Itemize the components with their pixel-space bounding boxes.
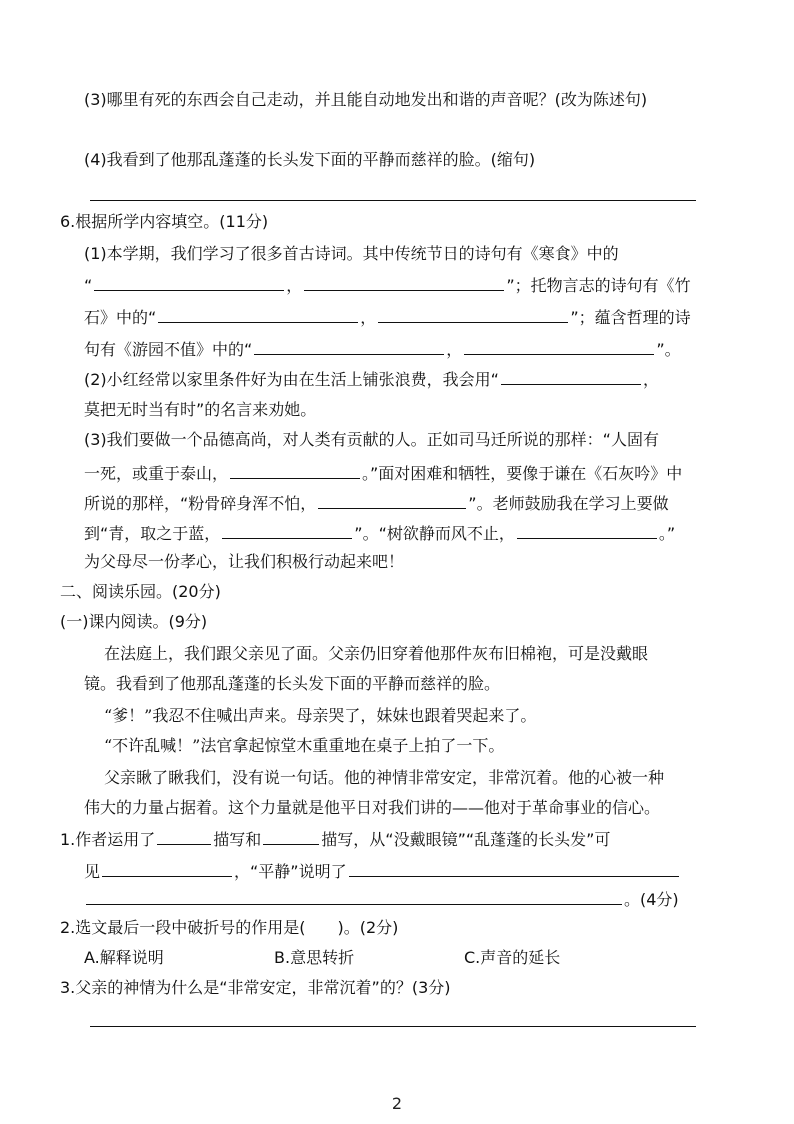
text-segment: ”。“树欲静而风不止， [354, 524, 515, 543]
answer-line [90, 1026, 696, 1027]
question-1-line2 [84, 858, 710, 884]
fill-blank[interactable] [263, 826, 319, 845]
text-segment: ，“平静”说明了 [234, 862, 347, 881]
fill-blank[interactable] [230, 460, 360, 479]
q6-part1-line4 [84, 336, 710, 362]
text-segment: 。” [658, 524, 676, 543]
subsection-heading: (一)课内阅读。(9分) [60, 612, 208, 631]
q6-part1-line1: (1)本学期，我们学习了很多首古诗词。其中传统节日的诗句有《寒食》中的 [84, 244, 619, 263]
quote-open: “ [84, 276, 93, 295]
q6-part1-line2 [84, 272, 710, 298]
question-2: 2.选文最后一段中破折号的作用是( )。(2分) [60, 918, 399, 937]
fill-blank[interactable] [501, 366, 641, 385]
comma: ， [446, 340, 463, 359]
fill-blank[interactable] [102, 858, 232, 877]
q6-part1-line3 [84, 304, 710, 330]
fill-blank[interactable] [86, 886, 622, 905]
fill-blank[interactable] [517, 520, 657, 539]
question-3-rewrite: (3)哪里有死的东西会自己走动，并且能自动地发出和谐的声音呢？(改为陈述句) [84, 90, 648, 109]
fill-blank[interactable] [94, 272, 284, 291]
section-2-heading: 二、阅读乐园。(20分) [60, 582, 221, 601]
fill-blank[interactable] [349, 858, 679, 877]
q6-heading: 6.根据所学内容填空。(11分) [60, 212, 269, 231]
q6-part3-line3 [84, 490, 710, 516]
comma: ， [360, 308, 377, 327]
comma: ， [642, 370, 659, 389]
q6-part2-line1 [84, 366, 710, 392]
question-2-options [84, 946, 710, 970]
text-segment: 到“青，取之于蓝， [84, 524, 221, 543]
text-segment: ”。 [656, 340, 681, 359]
passage-p4-line2: 伟大的力量占据着。这个力量就是他平日对我们讲的——他对于革命事业的信心。 [84, 798, 661, 817]
fill-blank[interactable] [318, 490, 466, 509]
text-segment: 。”面对困难和牺牲，要像于谦在《石灰吟》中 [362, 464, 683, 483]
fill-blank[interactable] [304, 272, 504, 291]
text-segment: 石》中的“ [84, 308, 157, 327]
text-segment: 句有《游园不值》中的“ [84, 340, 253, 359]
question-4-shorten: (4)我看到了他那乱蓬蓬的长头发下面的平静而慈祥的脸。(缩句) [84, 150, 536, 169]
answer-line [90, 200, 696, 201]
passage-p1-line1: 在法庭上，我们跟父亲见了面。父亲仍旧穿着他那件灰布旧棉袍，可是没戴眼 [104, 644, 649, 663]
text-segment: 描写，从“没戴眼镜”“乱蓬蓬的长头发”可 [321, 830, 611, 849]
question-1-line3 [84, 886, 710, 912]
text-segment: (2)小红经常以家里条件好为由在生活上铺张浪费，我会用“ [84, 370, 499, 389]
option-b[interactable]: B.意思转折 [274, 948, 355, 967]
text-segment: 1.作者运用了 [60, 830, 156, 849]
text-segment: 。(4分) [624, 890, 679, 909]
q6-part2-line2: 莫把无时当有时”的名言来劝她。 [84, 400, 317, 419]
text-segment: 见 [84, 862, 101, 881]
passage-p3: “不许乱喊！”法官拿起惊堂木重重地在桌子上拍了一下。 [104, 736, 505, 755]
fill-blank[interactable] [464, 336, 654, 355]
passage-p1-line2: 镜。我看到了他那乱蓬蓬的长头发下面的平静而慈祥的脸。 [84, 674, 501, 693]
text-segment: ”。老师鼓励我在学习上要做 [468, 494, 669, 513]
option-a[interactable]: A.解释说明 [84, 948, 164, 967]
q6-part3-line4 [84, 520, 710, 546]
fill-blank[interactable] [158, 304, 358, 323]
fill-blank[interactable] [157, 826, 211, 845]
q6-part3-line5: 为父母尽一份孝心，让我们积极行动起来吧！ [84, 552, 405, 571]
page-number: 2 [391, 1094, 403, 1113]
text-segment: ”；托物言志的诗句有《竹 [506, 276, 691, 295]
passage-p4-line1: 父亲瞅了瞅我们，没有说一句话。他的神情非常安定，非常沉着。他的心被一种 [104, 768, 665, 787]
fill-blank[interactable] [222, 520, 352, 539]
question-1-line1 [60, 826, 710, 852]
passage-p2: “爹！”我忍不住喊出声来。母亲哭了，妹妹也跟着哭起来了。 [104, 706, 537, 725]
text-segment: ”；蕴含哲理的诗 [570, 308, 691, 327]
text-segment: 所说的那样，“粉骨碎身浑不怕， [84, 494, 317, 513]
question-3: 3.父亲的神情为什么是“非常安定，非常沉着”的？(3分) [60, 978, 451, 997]
fill-blank[interactable] [378, 304, 568, 323]
q6-part3-line1: (3)我们要做一个品德高尚，对人类有贡献的人。正如司马迁所说的那样：“人固有 [84, 430, 659, 449]
q6-part3-line2 [84, 460, 710, 486]
text-segment: 一死，或重于泰山， [84, 464, 229, 483]
fill-blank[interactable] [254, 336, 444, 355]
comma: ， [286, 276, 303, 295]
text-segment: 描写和 [213, 830, 262, 849]
option-c[interactable]: C.声音的延长 [464, 948, 561, 967]
